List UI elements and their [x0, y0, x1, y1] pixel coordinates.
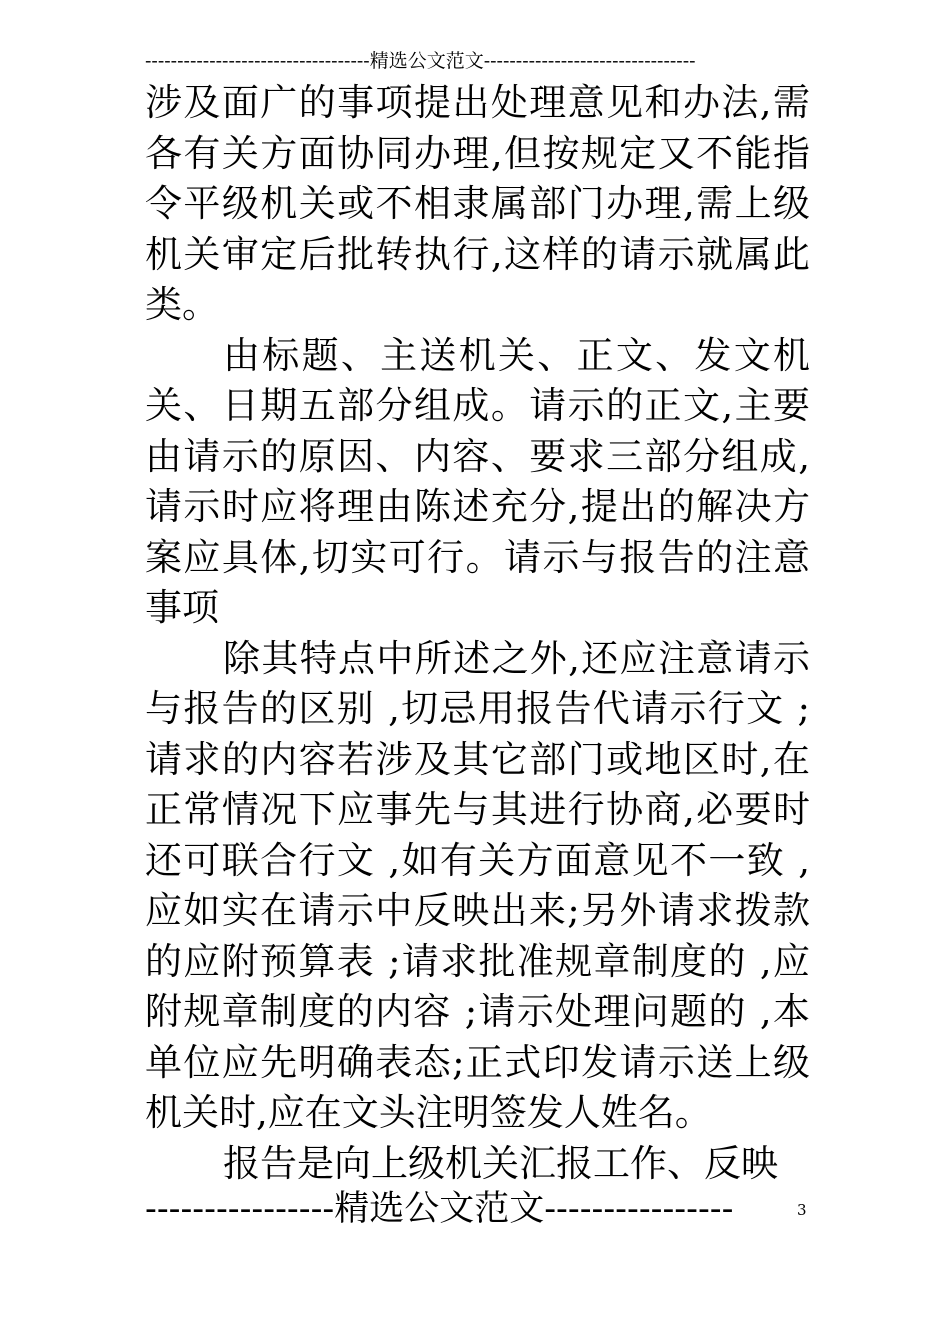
text-line: 案应具体,切实可行。请示与报告的注意 — [145, 535, 810, 579]
text-line: 各有关方面协同办理,但按规定又不能指 — [145, 131, 810, 175]
text-line: 关、日期五部分组成。请示的正文,主要 — [145, 384, 810, 427]
text-line: 事项 — [145, 586, 219, 629]
text-line: 由请示的原因、内容、要求三部分组成, — [145, 434, 810, 478]
text-line: 附规章制度的内容 ;请示处理问题的 ,本 — [145, 990, 810, 1033]
text-line: 还可联合行文 ,如有关方面意见不一致 , — [145, 838, 810, 882]
text-line: 与报告的区别 ,切忌用报告代请示行文 ; — [145, 687, 810, 730]
paragraph-start-line: 由标题、主送机关、正文、发文机 — [223, 333, 810, 377]
text-line: 正常情况下应事先与其进行协商,必要时 — [145, 788, 810, 831]
text-line: 单位应先明确表态;正式印发请示送上级 — [145, 1040, 810, 1084]
text-line: 应如实在请示中反映出来;另外请求拨款 — [145, 889, 810, 932]
text-line: 请求的内容若涉及其它部门或地区时,在 — [145, 737, 810, 781]
text-line: 令平级机关或不相隶属部门办理,需上级 — [145, 182, 810, 225]
paragraph-start-line: 除其特点中所述之外,还应注意请示 — [223, 636, 810, 680]
text-line: 的应附预算表 ;请求批准规章制度的 ,应 — [145, 939, 810, 983]
page-header: -----------------------------------精选公文范文--------------------------------- — [145, 50, 696, 72]
text-line: 类。 — [145, 283, 219, 326]
text-line: 请示时应将理由陈述充分,提出的解决方 — [145, 485, 810, 528]
paragraph-start-line: 报告是向上级机关汇报工作、反映 — [223, 1141, 778, 1185]
text-line: 机关审定后批转执行,这样的请示就属此 — [145, 232, 810, 276]
text-line: 机关时,应在文头注明签发人姓名。 — [145, 1091, 712, 1134]
page-number: 3 — [797, 1201, 807, 1219]
page-footer: ----------------精选公文范文---------------- — [145, 1189, 734, 1229]
text-line: 涉及面广的事项提出处理意见和办法,需 — [145, 81, 810, 124]
document-body — [145, 78, 810, 1189]
